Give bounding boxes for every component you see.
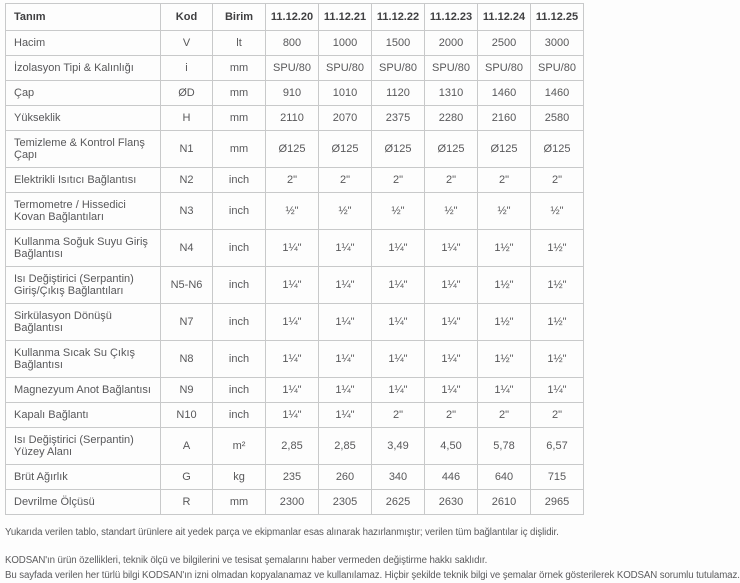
row-label: Isı Değiştirici (Serpantin) Yüzey Alanı	[6, 428, 161, 465]
value-cell: SPU/80	[425, 56, 478, 81]
value-cell: 1¼"	[372, 304, 425, 341]
value-cell: 2"	[478, 168, 531, 193]
column-header: 11.12.22	[372, 4, 425, 31]
row-label: Termometre / Hissedici Kovan Bağlantıları	[6, 193, 161, 230]
value-cell: 2160	[478, 106, 531, 131]
value-cell: 4,50	[425, 428, 478, 465]
birim-cell: inch	[213, 168, 266, 193]
value-cell: 235	[266, 465, 319, 490]
value-cell: 2965	[531, 490, 584, 515]
value-cell: 2070	[319, 106, 372, 131]
value-cell: 1½"	[531, 230, 584, 267]
kod-cell: N4	[161, 230, 213, 267]
value-cell: 1¼"	[319, 341, 372, 378]
kod-cell: G	[161, 465, 213, 490]
value-cell: ½"	[266, 193, 319, 230]
birim-cell: inch	[213, 230, 266, 267]
value-cell: 1¼"	[319, 403, 372, 428]
value-cell: 1¼"	[319, 378, 372, 403]
birim-cell: inch	[213, 304, 266, 341]
value-cell: Ø125	[425, 131, 478, 168]
value-cell: 2"	[531, 168, 584, 193]
birim-cell: mm	[213, 131, 266, 168]
value-cell: 3000	[531, 31, 584, 56]
row-label: Devrilme Ölçüsü	[6, 490, 161, 515]
table-row	[6, 56, 584, 81]
spec-table-body	[6, 31, 584, 515]
table-row	[6, 81, 584, 106]
value-cell: 1¼"	[478, 378, 531, 403]
table-row	[6, 378, 584, 403]
value-cell: 1¼"	[266, 341, 319, 378]
row-label: Brüt Ağırlık	[6, 465, 161, 490]
value-cell: Ø125	[478, 131, 531, 168]
row-label: Kapalı Bağlantı	[6, 403, 161, 428]
value-cell: 1¼"	[372, 378, 425, 403]
value-cell: 2"	[478, 403, 531, 428]
value-cell: Ø125	[531, 131, 584, 168]
kod-cell: R	[161, 490, 213, 515]
birim-cell: m²	[213, 428, 266, 465]
table-row	[6, 193, 584, 230]
header-row	[6, 4, 584, 31]
value-cell: ½"	[425, 193, 478, 230]
value-cell: 1¼"	[319, 304, 372, 341]
birim-cell: inch	[213, 341, 266, 378]
value-cell: 1¼"	[372, 267, 425, 304]
row-label: Kullanma Soğuk Suyu Giriş Bağlantısı	[6, 230, 161, 267]
kod-cell: N3	[161, 193, 213, 230]
value-cell: 1½"	[531, 341, 584, 378]
value-cell: 1¼"	[531, 378, 584, 403]
table-row	[6, 465, 584, 490]
value-cell: 2,85	[319, 428, 372, 465]
value-cell: 1¼"	[425, 230, 478, 267]
value-cell: 2000	[425, 31, 478, 56]
table-row	[6, 428, 584, 465]
kod-cell: i	[161, 56, 213, 81]
row-label: Elektrikli Isıtıcı Bağlantısı	[6, 168, 161, 193]
table-row	[6, 168, 584, 193]
column-header: 11.12.23	[425, 4, 478, 31]
value-cell: 1¼"	[319, 230, 372, 267]
value-cell: 2580	[531, 106, 584, 131]
value-cell: 640	[478, 465, 531, 490]
birim-cell: inch	[213, 403, 266, 428]
value-cell: 2625	[372, 490, 425, 515]
kod-cell: N7	[161, 304, 213, 341]
value-cell: 1460	[531, 81, 584, 106]
row-label: Kullanma Sıcak Su Çıkış Bağlantısı	[6, 341, 161, 378]
value-cell: 1½"	[531, 267, 584, 304]
value-cell: 2630	[425, 490, 478, 515]
kod-cell: N5-N6	[161, 267, 213, 304]
table-row	[6, 106, 584, 131]
column-header-tanim: Tanım	[6, 4, 161, 31]
row-label: Yükseklik	[6, 106, 161, 131]
birim-cell: inch	[213, 193, 266, 230]
value-cell: 340	[372, 465, 425, 490]
value-cell: 1¼"	[266, 267, 319, 304]
value-cell: ½"	[319, 193, 372, 230]
row-label: Isı Değiştirici (Serpantin) Giriş/Çıkış Bağlantıları	[6, 267, 161, 304]
value-cell: ½"	[372, 193, 425, 230]
value-cell: 1120	[372, 81, 425, 106]
value-cell: 2280	[425, 106, 478, 131]
column-header: 11.12.25	[531, 4, 584, 31]
table-row	[6, 304, 584, 341]
footnotes	[5, 526, 740, 583]
value-cell: 2,85	[266, 428, 319, 465]
value-cell: 2375	[372, 106, 425, 131]
value-cell: 2610	[478, 490, 531, 515]
value-cell: 2305	[319, 490, 372, 515]
value-cell: Ø125	[372, 131, 425, 168]
value-cell: 1½"	[478, 304, 531, 341]
kod-cell: N2	[161, 168, 213, 193]
birim-cell: mm	[213, 81, 266, 106]
value-cell: 1¼"	[266, 304, 319, 341]
kod-cell: ØD	[161, 81, 213, 106]
value-cell: 2"	[425, 403, 478, 428]
value-cell: 1½"	[478, 267, 531, 304]
value-cell: 1310	[425, 81, 478, 106]
row-label: Hacim	[6, 31, 161, 56]
birim-cell: mm	[213, 56, 266, 81]
birim-cell: kg	[213, 465, 266, 490]
row-label: Magnezyum Anot Bağlantısı	[6, 378, 161, 403]
kod-cell: N8	[161, 341, 213, 378]
kod-cell: N1	[161, 131, 213, 168]
value-cell: SPU/80	[319, 56, 372, 81]
table-row	[6, 267, 584, 304]
birim-cell: lt	[213, 31, 266, 56]
value-cell: 2"	[531, 403, 584, 428]
value-cell: 2300	[266, 490, 319, 515]
column-header: Kod	[161, 4, 213, 31]
value-cell: 1¼"	[266, 378, 319, 403]
value-cell: 1¼"	[372, 341, 425, 378]
birim-cell: inch	[213, 378, 266, 403]
value-cell: 800	[266, 31, 319, 56]
value-cell: Ø125	[266, 131, 319, 168]
value-cell: 1010	[319, 81, 372, 106]
birim-cell: mm	[213, 490, 266, 515]
value-cell: 3,49	[372, 428, 425, 465]
value-cell: ½"	[531, 193, 584, 230]
value-cell: 5,78	[478, 428, 531, 465]
row-label: Çap	[6, 81, 161, 106]
kod-cell: N10	[161, 403, 213, 428]
value-cell: 1¼"	[319, 267, 372, 304]
value-cell: 2500	[478, 31, 531, 56]
value-cell: 1¼"	[266, 403, 319, 428]
value-cell: SPU/80	[478, 56, 531, 81]
table-row	[6, 31, 584, 56]
note-copyright: Bu sayfada verilen her türlü bilgi KODSAN'ın izni olmadan kopyalanamaz ve kullanılamaz. Hiçbir şekilde teknik bilgi ve şemalar örnek gösterilerek KODSAN sorumlu tutulamaz.	[5, 570, 740, 581]
table-row	[6, 490, 584, 515]
value-cell: 1¼"	[372, 230, 425, 267]
value-cell: 1¼"	[425, 341, 478, 378]
value-cell: 1½"	[531, 304, 584, 341]
value-cell: 1¼"	[425, 378, 478, 403]
value-cell: 910	[266, 81, 319, 106]
value-cell: 2"	[425, 168, 478, 193]
value-cell: 260	[319, 465, 372, 490]
table-row	[6, 341, 584, 378]
kod-cell: H	[161, 106, 213, 131]
kod-cell: N9	[161, 378, 213, 403]
value-cell: 2"	[319, 168, 372, 193]
table-row	[6, 230, 584, 267]
value-cell: 2110	[266, 106, 319, 131]
value-cell: 6,57	[531, 428, 584, 465]
spec-table-header	[6, 4, 584, 31]
value-cell: ½"	[478, 193, 531, 230]
value-cell: 2"	[372, 403, 425, 428]
value-cell: 715	[531, 465, 584, 490]
value-cell: 1½"	[478, 341, 531, 378]
row-label: Sirkülasyon Dönüşü Bağlantısı	[6, 304, 161, 341]
birim-cell: inch	[213, 267, 266, 304]
value-cell: SPU/80	[531, 56, 584, 81]
value-cell: SPU/80	[266, 56, 319, 81]
value-cell: 1¼"	[425, 304, 478, 341]
table-row	[6, 403, 584, 428]
table-row	[6, 131, 584, 168]
column-header: 11.12.20	[266, 4, 319, 31]
birim-cell: mm	[213, 106, 266, 131]
column-header: 11.12.24	[478, 4, 531, 31]
row-label: İzolasyon Tipi & Kalınlığı	[6, 56, 161, 81]
kod-cell: V	[161, 31, 213, 56]
kod-cell: A	[161, 428, 213, 465]
value-cell: 1¼"	[266, 230, 319, 267]
column-header: 11.12.21	[319, 4, 372, 31]
value-cell: 1500	[372, 31, 425, 56]
value-cell: 2"	[266, 168, 319, 193]
product-spec-table	[5, 3, 584, 515]
value-cell: SPU/80	[372, 56, 425, 81]
value-cell: Ø125	[319, 131, 372, 168]
row-label: Temizleme & Kontrol Flanş Çapı	[6, 131, 161, 168]
note-rights-reserved: KODSAN'ın ürün özellikleri, teknik ölçü ve bilgilerini ve tesisat şemalarını haber vermeden değiştirme hakkı saklıdır.	[5, 555, 488, 566]
value-cell: 1460	[478, 81, 531, 106]
note-connections: Yukarıda verilen tablo, standart ürünlere ait yedek parça ve ekipmanlar esas alınarak hazırlanmıştır; verilen tüm bağlantılar iç dişlidir.	[5, 527, 559, 538]
value-cell: 1½"	[478, 230, 531, 267]
value-cell: 1¼"	[425, 267, 478, 304]
value-cell: 446	[425, 465, 478, 490]
value-cell: 2"	[372, 168, 425, 193]
value-cell: 1000	[319, 31, 372, 56]
column-header: Birim	[213, 4, 266, 31]
